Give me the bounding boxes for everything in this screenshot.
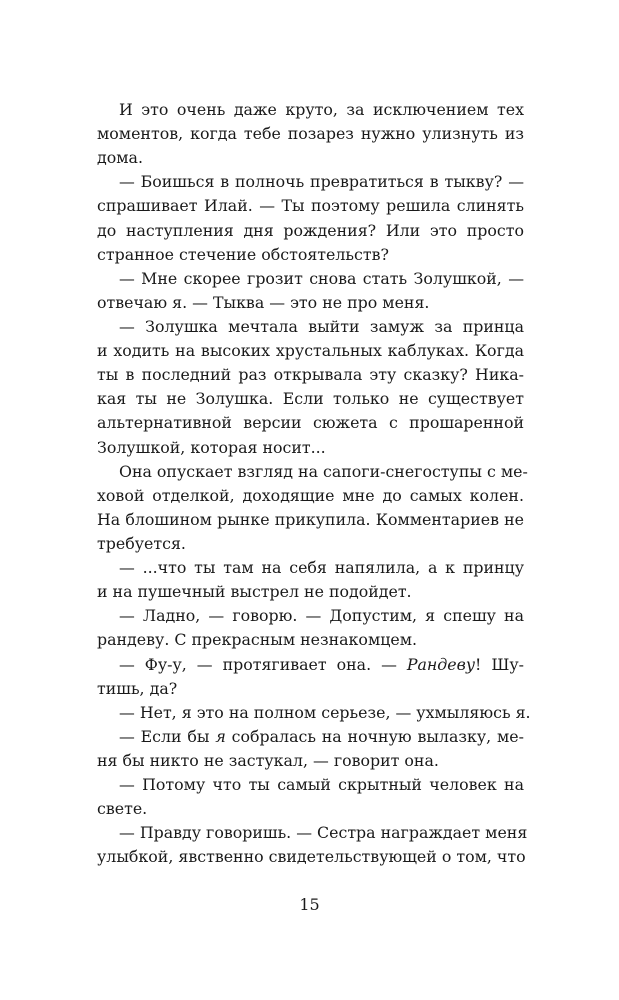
text-line: И это очень даже круто, за исключением тех <box>119 100 524 119</box>
text-line: — Правду говоришь. — Сестра награждает меня <box>119 823 528 843</box>
text-line: — Нет, я это на полном серьезе, — ухмыляюсь я. <box>119 702 531 722</box>
text-line: тишь, да? <box>97 678 178 698</box>
text-line: странное стечение обстоятельств? <box>97 244 389 264</box>
text-line: — Мне скорее грозит снова стать Золушкой, — <box>119 268 524 288</box>
text-line: — Потому что ты самый скрытный человек на <box>119 775 524 795</box>
text-line: и ходить на высоких хрустальных каблуках. Когда <box>97 341 524 361</box>
text-line: до наступления дня рождения? Или это просто <box>97 220 524 240</box>
text-line: дома. <box>97 148 143 168</box>
text-line: ты в последний раз открывала эту сказку? Ника- <box>97 365 524 385</box>
text-line: — Ладно, — говорю. — Допустим, я спешу на <box>119 606 524 626</box>
text-line: улыбкой, явственно свидетельствующей о том, что <box>97 847 526 867</box>
text-line: и на пушечный выстрел не подойдет. <box>97 582 412 602</box>
text-line: требуется. <box>97 533 186 553</box>
text-line: Золушкой, которая носит... <box>97 437 326 457</box>
text-line: рандеву. С прекрасным незнакомцем. <box>97 630 418 650</box>
text-line: — Фу-у, — протягивает она. — Рандеву! Шу- <box>119 654 524 674</box>
text-line: — Золушка мечтала выйти замуж за принца <box>119 316 524 336</box>
text-line: свете. <box>97 799 148 819</box>
text-line: альтернативной версии сюжета с прошаренной <box>97 413 524 433</box>
page-number: 15 <box>299 895 320 914</box>
text-line: моментов, когда тебе позарез нужно улизнуть из <box>97 124 524 144</box>
text-line: — ...что ты там на себя напялила, а к принцу <box>119 558 524 578</box>
text-line: ховой отделкой, доходящие мне до самых колен. <box>97 485 524 505</box>
text-line: — Если бы я собралась на ночную вылазку, ме- <box>119 726 524 746</box>
text-line: кая ты не Золушка. Если только не существует <box>97 389 524 409</box>
text-line: На блошином рынке прикупила. Комментариев не <box>97 509 524 529</box>
text-line: спрашивает Илай. — Ты поэтому решила слинять <box>97 196 524 216</box>
text-line: Она опускает взгляд на сапоги-снегоступы с ме- <box>119 461 528 481</box>
text-line: ня бы никто не застукал, — говорит она. <box>97 750 439 770</box>
body-text <box>97 98 531 870</box>
text-line: — Боишься в полночь превратиться в тыкву? — <box>119 172 524 192</box>
text-line: отвечаю я. — Тыква — это не про меня. <box>97 292 430 312</box>
